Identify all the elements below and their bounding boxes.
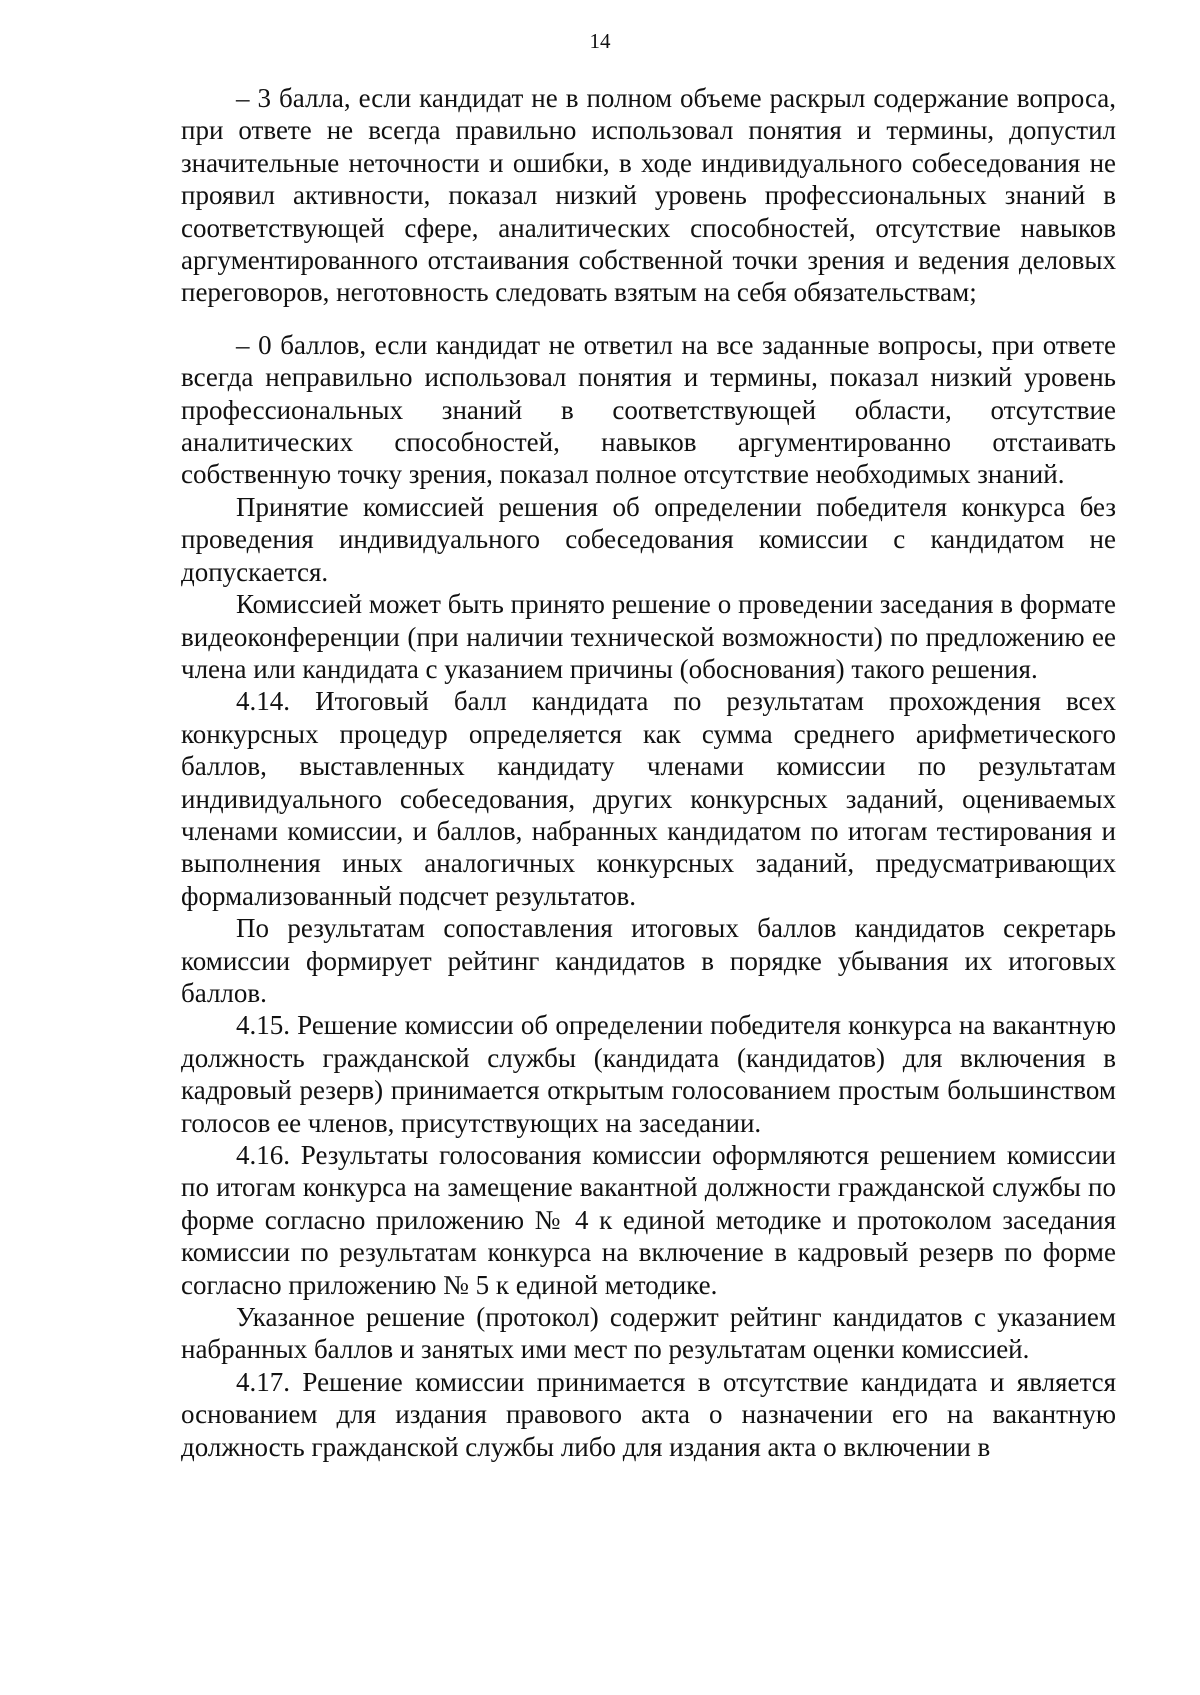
paragraph-section-4-16: 4.16. Результаты голосования комиссии оформляются решением комиссии по итогам конкурса на замещение вакантной должности гражданской службы по форме согласно приложению № 4 к единой методике и протоколом заседания комиссии по результатам конкурса на включение в кадровый резерв по форме согласно приложению № 5 к единой методике.: [181, 1140, 1116, 1300]
document-body: [181, 82, 1116, 1463]
paragraph-decision-protocol: Указанное решение (протокол) содержит рейтинг кандидатов с указанием набранных баллов и занятых ими мест по результатам оценки комиссией.: [181, 1302, 1116, 1365]
paragraph-section-4-17: 4.17. Решение комиссии принимается в отсутствие кандидата и является основанием для издания правового акта о назначении его на вакантную должность гражданской службы либо для издания акта о включении в: [181, 1366, 1116, 1462]
paragraph-interview-requirement: Принятие комиссией решения об определении победителя конкурса без проведения индивидуального собеседования комиссии с кандидатом не допускается.: [181, 491, 1116, 587]
paragraph-rating: По результатам сопоставления итоговых баллов кандидатов секретарь комиссии формирует рейтинг кандидатов в порядке убывания их итоговых баллов.: [181, 913, 1116, 1008]
page-number: 14: [589, 29, 611, 53]
paragraph-0-points-criteria: – 0 баллов, если кандидат не ответил на все заданные вопросы, при ответе всегда неправильно использовал понятия и термины, показал низкий уровень профессиональных знаний в соответствующей области, отсутствие аналитических способностей, навыков аргументированно отстаивать собственную точку зрения, показал полное отсутствие необходимых знаний.: [181, 329, 1116, 490]
paragraph-3-points-criteria: – 3 балла, если кандидат не в полном объеме раскрыл содержание вопроса, при ответе не всегда правильно использовал понятия и термины, допустил значительные неточности и ошибки, в ходе индивидуального собеседования не проявил активности, показал низкий уровень профессиональных знаний в соответствующей сфере, аналитических способностей, отсутствие навыков аргументированного отстаивания собственной точки зрения и ведения деловых переговоров, неготовность следовать взятым на себя обязательствам;: [181, 83, 1116, 308]
paragraph-section-4-14: 4.14. Итоговый балл кандидата по результатам прохождения всех конкурсных процедур определяется как сумма среднего арифметического баллов, выставленных кандидату членами комиссии по результатам индивидуального собеседования, других конкурсных заданий, оцениваемых членами комиссии, и баллов, набранных кандидатом по итогам тестирования и выполнения иных аналогичных конкурсных заданий, предусматривающих формализованный подсчет результатов.: [181, 686, 1116, 911]
paragraph-section-4-15: 4.15. Решение комиссии об определении победителя конкурса на вакантную должность гражданской службы (кандидата (кандидатов) для включения в кадровый резерв) принимается открытым голосованием простым большинством голосов ее членов, присутствующих на заседании.: [181, 1010, 1116, 1138]
paragraph-videoconference: Комиссией может быть принято решение о проведении заседания в формате видеоконференции (при наличии технической возможности) по предложению ее члена или кандидата с указанием причины (обоснования) такого решения.: [181, 589, 1116, 684]
